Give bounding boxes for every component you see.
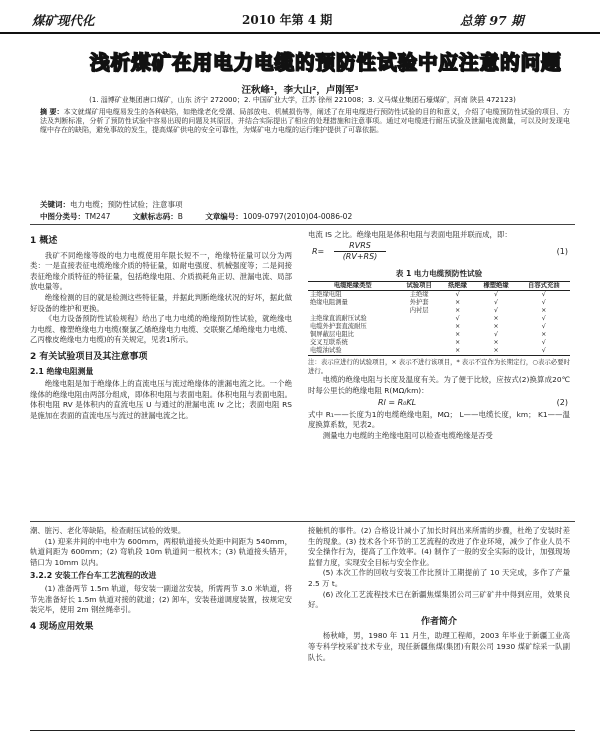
table-1-row — [308, 331, 570, 339]
table-1-row — [308, 339, 570, 347]
keywords-text: 电力电缆；预防性试验；注意事项 — [70, 200, 183, 209]
table-1-cell: √ — [541, 299, 546, 307]
col2-paragraph-1: 电缆的绝缘电阻与长度及温度有关。为了便于比较，应按式(2)换算成20℃时每公里长的绝缘电阻 R(MΩ/km)： — [308, 375, 570, 395]
column-upper-right — [308, 230, 570, 516]
table-1-cell: √ — [541, 339, 546, 347]
formula-1-denominator: (RV+RS) — [342, 251, 378, 261]
formula-1-lhs: R= — [312, 246, 325, 256]
authors: 汪秋峰¹，李大山²，卢刚军³ — [241, 85, 359, 96]
table-1-cell — [398, 315, 441, 323]
s1-paragraph-3: 《电力设备预防性试验规程》给出了电力电缆的绝缘预防性试验，就绝缘电力电缆、橡塑绝缘电力电缆(聚氯乙烯绝缘电力电缆、交联聚乙烯绝缘电力电缆、乙丙橡皮绝缘电力电缆)的有关规定，见表1所示。 — [30, 314, 292, 345]
col3-paragraph-1: 潮、脏污、老化等缺陷，检查耐压试验的效果。 — [30, 526, 186, 535]
table-1-cell: × — [541, 307, 547, 315]
total-issue: 总第 97 期 — [460, 13, 524, 28]
doc-code-label: 文献标志码： — [132, 212, 178, 221]
table-1-cell: √ — [541, 323, 546, 331]
section-2-1-title: 2.1 绝缘电阻测量 — [30, 366, 94, 376]
table-1-cell: × — [493, 323, 499, 331]
s21-paragraph-1: 绝缘电阻是加于绝缘体上的直流电压与流过绝缘体的泄漏电流之比。一个绝缘体的绝缘电阻由两部分组成，即体积电阻与表面电阻。体积电阻与表面电阻。体积电阻 RV 是体积内的直流电压 U 与通过的泄漏电流 Iv 之比；表面电阻 RS 是施加在表面的直流电压与流过的泄漏电流之比。 — [30, 379, 292, 420]
table-1-cell: √ — [494, 291, 499, 299]
keywords-label: 关键词： — [40, 200, 70, 209]
formula-1-numerator: RVRS — [334, 241, 386, 253]
table-1-cell: 主绝缘 — [409, 291, 429, 299]
section-2-title: 2 有关试验项目及其注意事项 — [30, 351, 148, 362]
article-no-label: 文章编号： — [205, 212, 243, 221]
table-1-cell — [398, 331, 441, 339]
table-1-cell: √ — [494, 299, 499, 307]
table-1-cell: √ — [455, 291, 460, 299]
section-4-title: 4 现场应用效果 — [30, 621, 94, 632]
table-1-cell: 内衬层 — [409, 307, 429, 315]
column-lower-left — [30, 526, 292, 726]
running-header — [0, 0, 600, 34]
table-1-cell: √ — [455, 315, 460, 323]
article-title: 浅析煤矿在用电力电缆的预防性试验中应注意的问题 — [90, 51, 562, 74]
col4-paragraph-3: (6) 改化工艺流程技术已在新疆焦煤集团公司三矿矿井中得到应用，效果良好。 — [308, 589, 570, 610]
formula-2-expr: Rl = R₀KL — [378, 397, 417, 407]
table-1-cell — [398, 339, 441, 347]
table-1-cell: √ — [541, 315, 546, 323]
table-1-header-cell: 试验项目 — [398, 282, 441, 291]
table-1-row — [308, 315, 570, 323]
table-1-cell: 铜屏蔽层电阻比 — [310, 331, 355, 339]
col2-paragraph-2: 测量电力电缆的主绝缘电阻可以检查电缆绝缘是否受 — [322, 430, 493, 440]
col3-list-2: (1) 准备两节 1.5m 轨道，每安装一副道岔安装，所需两节 3.0 米轨道，将节先准备好长 1.5m 轨道对接的就道；(2) 卸车，安装巷道调度装置，按规定安装完毕，使用 2m 钢丝绳牵引。 — [30, 583, 292, 615]
col2-intro: 电流 IS 之比。绝缘电阻是体积电阻与表面电阻并联而成，即： — [308, 230, 512, 239]
author-bio: 杨秋峰，男，1980 年 11 月生，助理工程师，2003 年毕业于新疆工业高等专科学校采矿技术专业，现任新疆焦煤(集团)有限公司 1930 煤矿综采一队副队长。 — [308, 631, 570, 662]
abstract — [40, 108, 570, 135]
s1-paragraph-2: 绝缘检测的目的就是检测这些特征量，并据此判断绝缘状况的好坏，据此做好设备的维护和更换。 — [30, 292, 292, 313]
table-1-cell — [398, 323, 441, 331]
table-1-cell: × — [454, 323, 461, 331]
table-1-note: 注：表示应进行的试验项目，× 表示不进行该项目，* 表示不宜作为长期定行，○表示必要时进行。 — [308, 358, 570, 375]
classification-label: 中图分类号： — [40, 212, 85, 221]
col4-paragraph-2: (5) 本次工作的回收与安装工作比预计工期提前了 10 天完成，多作了产量 2.5 万 t。 — [308, 568, 570, 588]
keywords-line — [40, 199, 570, 210]
section-3-2-2-title: 3.2.2 安装工作台车工艺流程的改进 — [30, 571, 157, 581]
abstract-text: 本文就煤矿用电缆易发生的各种缺陷，如绝缘老化受潮、局部放电、机械损伤等，阐述了在用电缆进行预防性试验的目的和意义，介绍了电缆预防性试验的项目、方法及判断标准，分析了预防性试验中容易出现的问题及其原因，并结合实际提出了相应的处理措施和注意事项。通过对电缆进行耐压试验及泄漏电流测量，可以及时发现电缆中存在的缺陷，避免事故的发生，提高煤矿供电的安全可靠性，为煤矿电力电缆的运行维护提供了可靠依据。 — [40, 108, 571, 135]
table-1-header-cell: 电缆绝缘类型 — [308, 282, 398, 291]
table-1-row — [308, 299, 570, 307]
table-1-cell: √ — [518, 347, 570, 356]
table-1-cell: √ — [494, 307, 499, 315]
table-1-row — [308, 323, 570, 331]
col4-paragraph-1: 接触机的事件。(2) 合格设计减小了加长时间出来所需的步骤，杜绝了安装时差生的现象。(3) 技术各个环节的工艺流程的改进了作业环境，减少了作业人员不安全操作行为，提高了工作效率。(4) 制作了一般的安全实际的设计，加强现场监督力度，实现安全目标与安全作业。 — [308, 526, 570, 567]
table-1-row — [308, 307, 570, 315]
table-1-header-cell: 纸绝缘 — [441, 282, 475, 291]
table-1-cell: × — [454, 339, 461, 347]
classification-line — [40, 211, 570, 222]
table-1-title: 表 1 电力电缆预防性试验 — [395, 268, 483, 278]
doc-code-text: B — [177, 212, 183, 221]
table-1-cell: 交叉互联系统 — [310, 339, 348, 347]
column-lower-right — [308, 526, 570, 726]
section-1-title: 1 概述 — [30, 236, 58, 246]
table-1-cell: × — [541, 331, 547, 339]
formula-2-vars: 式中 R₁——长度为1的电缆绝缘电阻，MΩ； L——电缆长度，km； K1——温度换算系数，见表2。 — [308, 409, 570, 430]
table-1-cell: × — [454, 331, 461, 339]
table-1-cell: 电缆外护套直流耐压 — [310, 323, 367, 331]
table-1-cell: × — [454, 299, 461, 307]
table-1-cell: √ — [494, 331, 499, 339]
table-1-header-cell: 自容式充油 — [518, 282, 570, 291]
table-1-cell: × — [493, 315, 499, 323]
mid-divider — [30, 521, 575, 522]
table-1-cell — [308, 307, 398, 315]
header-divider — [30, 224, 575, 225]
affiliation: (1. 淄博矿业集团唐口煤矿，山东 济宁 272000；2. 中国矿业大学，江苏 徐州 221008；3. 义马煤业集团石壕煤矿，河南 陕县 472123) — [89, 96, 516, 104]
abstract-label: 摘 要： — [40, 108, 64, 116]
table-1-row — [308, 291, 570, 300]
article-no-text: 1009-0797(2010)04-0086-02 — [242, 212, 353, 221]
table-1-cell: × — [493, 339, 499, 347]
formula-2-number: (2) — [556, 397, 568, 407]
formula-1-number: (1) — [556, 246, 568, 256]
table-1-cell: √ — [541, 291, 546, 299]
table-1-cell: 主绝缘电阻 — [310, 291, 342, 299]
bio-title: 作者简介 — [420, 616, 457, 627]
table-1-row — [308, 347, 570, 356]
table-1-cell: 绝缘电阻测量 — [310, 299, 348, 307]
table-1-cell: × — [441, 347, 475, 356]
table-1-cell: 主绝缘直流耐压试验 — [310, 315, 367, 323]
table-1-cell: × — [454, 307, 461, 315]
col3-list-1: (1) 迎来井间的中电中为 600mm，两根轨道接头处距中间距为 540mm，轨道间距为 600mm；(2) 弯轨段 10m 轨道间一根枕木；(3) 轨道接头错开，错口为 10mm 以内。 — [30, 536, 292, 567]
table-1-header-cell: 橡塑绝缘 — [474, 282, 517, 291]
column-upper-left — [30, 230, 292, 516]
table-1-cell: × — [474, 347, 517, 356]
journal-name: 煤矿现代化 — [32, 13, 95, 28]
formula-1 — [308, 241, 570, 267]
footer-divider — [30, 730, 575, 731]
table-1 — [308, 281, 570, 356]
s1-paragraph-1: 我矿不同绝缘等级的电力电缆使用年限长短不一，绝缘特征量可以分为两类：一是直接表征电缆绝缘介质的特征量，如耐电强度、机械强度等；二是间接表征绝缘介质特征的特征量，包括绝缘电阻、介质损耗角正切、泄漏电流、局部放电量等。 — [30, 250, 292, 292]
table-1-cell — [398, 347, 441, 356]
table-1-cell: 电缆油试验 — [308, 347, 398, 356]
issue-number: 2010 年第 4 期 — [242, 13, 333, 27]
formula-2 — [308, 397, 570, 410]
classification-text: TM247 — [85, 212, 111, 221]
table-1-cell: 外护套 — [409, 299, 429, 307]
